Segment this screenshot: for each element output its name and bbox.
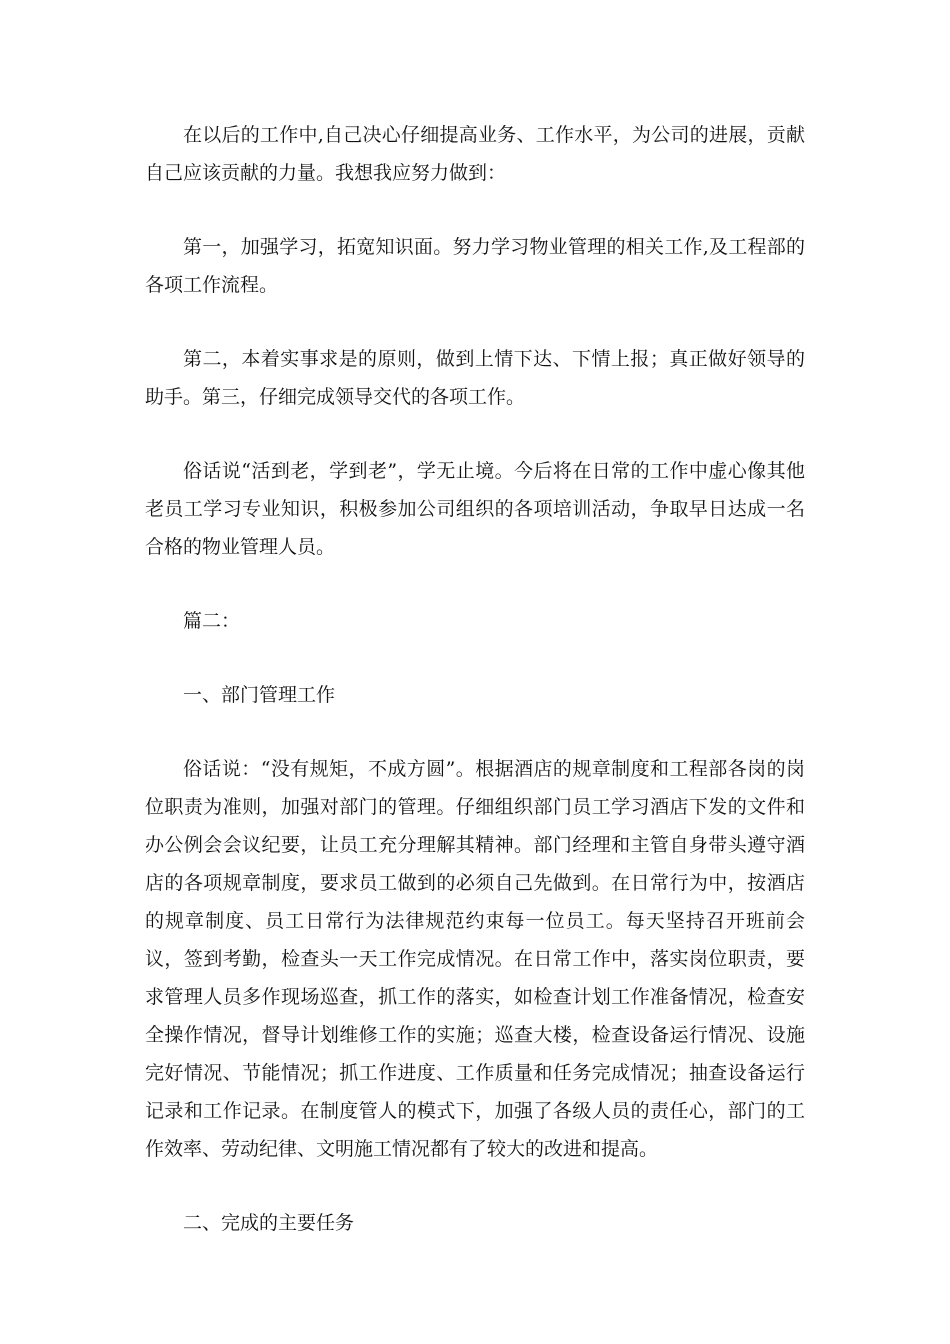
section-heading-main-tasks: 二、完成的主要任务 [183, 1212, 355, 1234]
paragraph-department-management: 俗话说：“没有规矩，不成方圆”。根据酒店的规章制度和工程部各岗的岗位职责为准则，加强对部门的管理。仔细组织部门员工学习酒店下发的文件和办公例会会议纪要，让员工充分理解其精神。部门经理和主管自身带头遵守酒店的各项规章制度，要求员工做到的必须自己先做到。在日常行为中，按酒店的规章制度、员工日常行为法律规范约束每一位员工。每天坚持召开班前会议，签到考勤，检查头一天工作完成情况。在日常工作中，落实岗位职责，要求管理人员多作现场巡查，抓工作的落实，如检查计划工作准备情况，检查安全操作情况，督导计划维修工作的实施；巡查大楼，检查设备运行情况、设施完好情况、节能情况；抓工作进度、工作质量和任务完成情况；抽查设备运行记录和工作记录。在制度管人的模式下，加强了各级人员的责任心，部门的工作效率、劳动纪律、文明施工情况都有了较大的改进和提高。 [145, 758, 805, 1160]
document-body [145, 116, 805, 1278]
paragraph-intro: 在以后的工作中,自己决心仔细提高业务、工作水平，为公司的进展，贡献自己应该贡献的力量。我想我应努力做到： [145, 124, 805, 184]
section-heading-department-management: 一、部门管理工作 [183, 684, 336, 706]
paragraph-second-third-point: 第二，本着实事求是的原则，做到上情下达、下情上报；真正做好领导的助手。第三，仔细完成领导交代的各项工作。 [145, 348, 805, 408]
paragraph-first-point: 第一，加强学习，拓宽知识面。努力学习物业管理的相关工作,及工程部的各项工作流程。 [145, 236, 805, 296]
paragraph-proverb: 俗话说“活到老，学到老”，学无止境。今后将在日常的工作中虚心像其他老员工学习专业知识，积极参加公司组织的各项培训活动，争取早日达成一名合格的物业管理人员。 [145, 460, 805, 558]
section-title-part-two: 篇二： [183, 610, 241, 632]
